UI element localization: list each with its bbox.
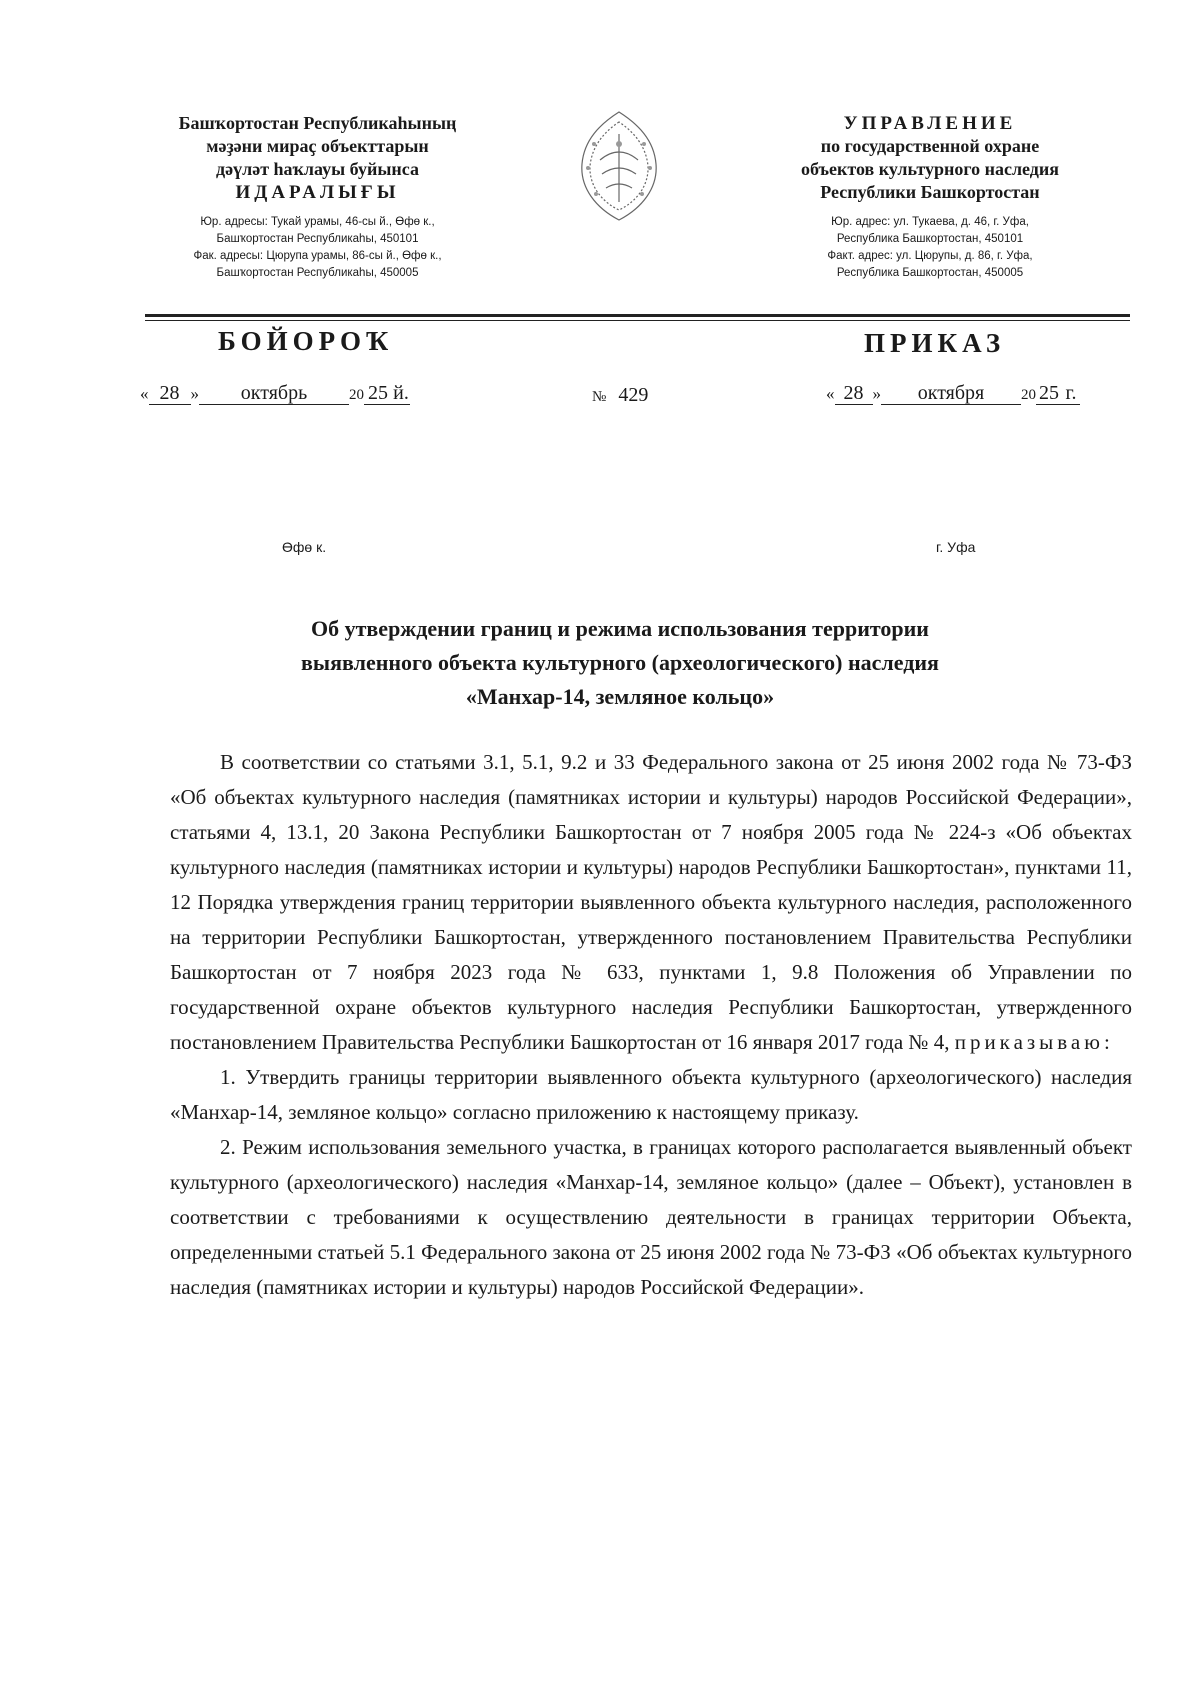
coat-of-arms-icon [570, 104, 668, 226]
city-bashkir: Өфө к. [282, 539, 327, 555]
date-month: октября [881, 382, 1021, 405]
org-name-line: ИДАРАЛЫҒЫ [235, 182, 400, 203]
quote-close: » [872, 384, 881, 403]
number-value: 429 [618, 384, 649, 406]
date-year: 25 [364, 382, 392, 405]
org-name-line: по государственной охране [820, 136, 1040, 156]
document-title [230, 612, 1010, 714]
letterhead-russian [760, 112, 1100, 282]
order-verb: приказываю: [954, 1030, 1114, 1054]
org-name-line: Башҡортостан Республикаһының [178, 113, 457, 133]
quote-open: « [140, 384, 149, 403]
date-century: 20 [1021, 387, 1036, 403]
title-line: выявленного объекта культурного (археологического) наследия [301, 650, 939, 675]
address-line: Республика Башкортостан, 450005 [836, 267, 1024, 279]
date-suffix: г. [1062, 382, 1080, 405]
date-suffix: й. [393, 382, 409, 404]
quote-close: » [190, 384, 199, 403]
preamble-text: В соответствии со статьями 3.1, 5.1, 9.2 и 33 Федерального закона от 25 июня 2002 года № 73-ФЗ «Об объектах культурного наследия (памятниках истории и культуры) народов Российской Федерации», статьями 4, 13.1, 20 Закона Республики Башкортостан от 7 ноября 2005 года № 224-з «Об объектах культурного наследия (памятниках истории и культуры) народов Республики Башкортостан», пунктами 11, 12 Порядка утверждения границ территории выявленного объекта культурного наследия, расположенного на территории Республики Башкортостан, утвержденного постановлением Правительства Республики Башкортостан от 7 ноября 2023 года № 633, пунктами 1, 9.8 Положения об Управлении по государственной охране объектов культурного наследия Республики Башкортостан, утвержденного постановлением Правительства Республики Башкортостан от 16 января 2017 года № 4, [170, 750, 1132, 1054]
address-line: Факт. адрес: ул. Цюрупы, д. 86, г. Уфа, [827, 250, 1033, 262]
address-block [130, 214, 505, 282]
clause-1: 1. Утвердить границы территории выявленного объекта культурного (археологического) наследия «Манхар-14, земляное кольцо» согласно приложению к настоящему приказу. [170, 1065, 1132, 1124]
address-line: Фак. адресы: Цюрупа урамы, 86-сы й., Өфө к., [193, 250, 442, 262]
quote-open: « [826, 384, 835, 403]
clause-2: 2. Режим использования земельного участка, в границах которого располагается выявленный объект культурного (археологического) наследия «Манхар-14, земляное кольцо» (далее – Объект), установлен в соответствии с требованиями к осуществлению деятельности в границах территории Объекта, определенными статьей 5.1 Федерального закона от 25 июня 2002 года № 73-ФЗ «Об объектах культурного наследия (памятниках истории и культуры) народов Российской Федерации». [170, 1135, 1132, 1299]
document-body [170, 745, 1132, 1305]
address-line: Республика Башкортостан, 450101 [836, 233, 1024, 245]
address-line: Башҡортостан Республикаһы, 450005 [216, 267, 419, 279]
address-line: Башҡортостан Республикаһы, 450101 [216, 233, 419, 245]
header-divider-thick [145, 314, 1130, 317]
org-name-line: объектов культурного наследия [800, 159, 1060, 179]
order-number [592, 384, 648, 407]
date-bashkir [140, 382, 410, 405]
date-day: 28 [149, 382, 191, 405]
city-russian: г. Уфа [936, 539, 976, 555]
letterhead-bashkir [130, 112, 505, 282]
number-sign: № [592, 389, 607, 405]
title-line: «Манхар-14, земляное кольцо» [465, 684, 775, 709]
doc-type-russian: ПРИКАЗ [864, 328, 1006, 358]
title-line: Об утверждении границ и режима использования территории [311, 616, 929, 641]
preamble-paragraph [170, 745, 1132, 1060]
header-divider-thin [145, 320, 1130, 321]
org-name-line: мәҙәни мираҫ объекттарын [206, 136, 429, 156]
org-name-line: дәүләт һаҡлауы буйынса [216, 159, 419, 179]
date-russian [826, 382, 1080, 405]
doc-type-bashkir: БОЙОРОҠ [218, 326, 394, 356]
date-month: октябрь [199, 382, 349, 405]
address-block [760, 214, 1100, 282]
date-day: 28 [835, 382, 873, 405]
org-name-line: Республики Башкортостан [820, 182, 1040, 202]
org-name-line: УПРАВЛЕНИЕ [843, 113, 1017, 134]
address-line: Юр. адресы: Тукай урамы, 46-сы й., Өфө к., [200, 216, 435, 228]
date-century: 20 [349, 387, 364, 403]
address-line: Юр. адрес: ул. Тукаева, д. 46, г. Уфа, [831, 216, 1029, 228]
date-year: 25 [1036, 382, 1062, 405]
